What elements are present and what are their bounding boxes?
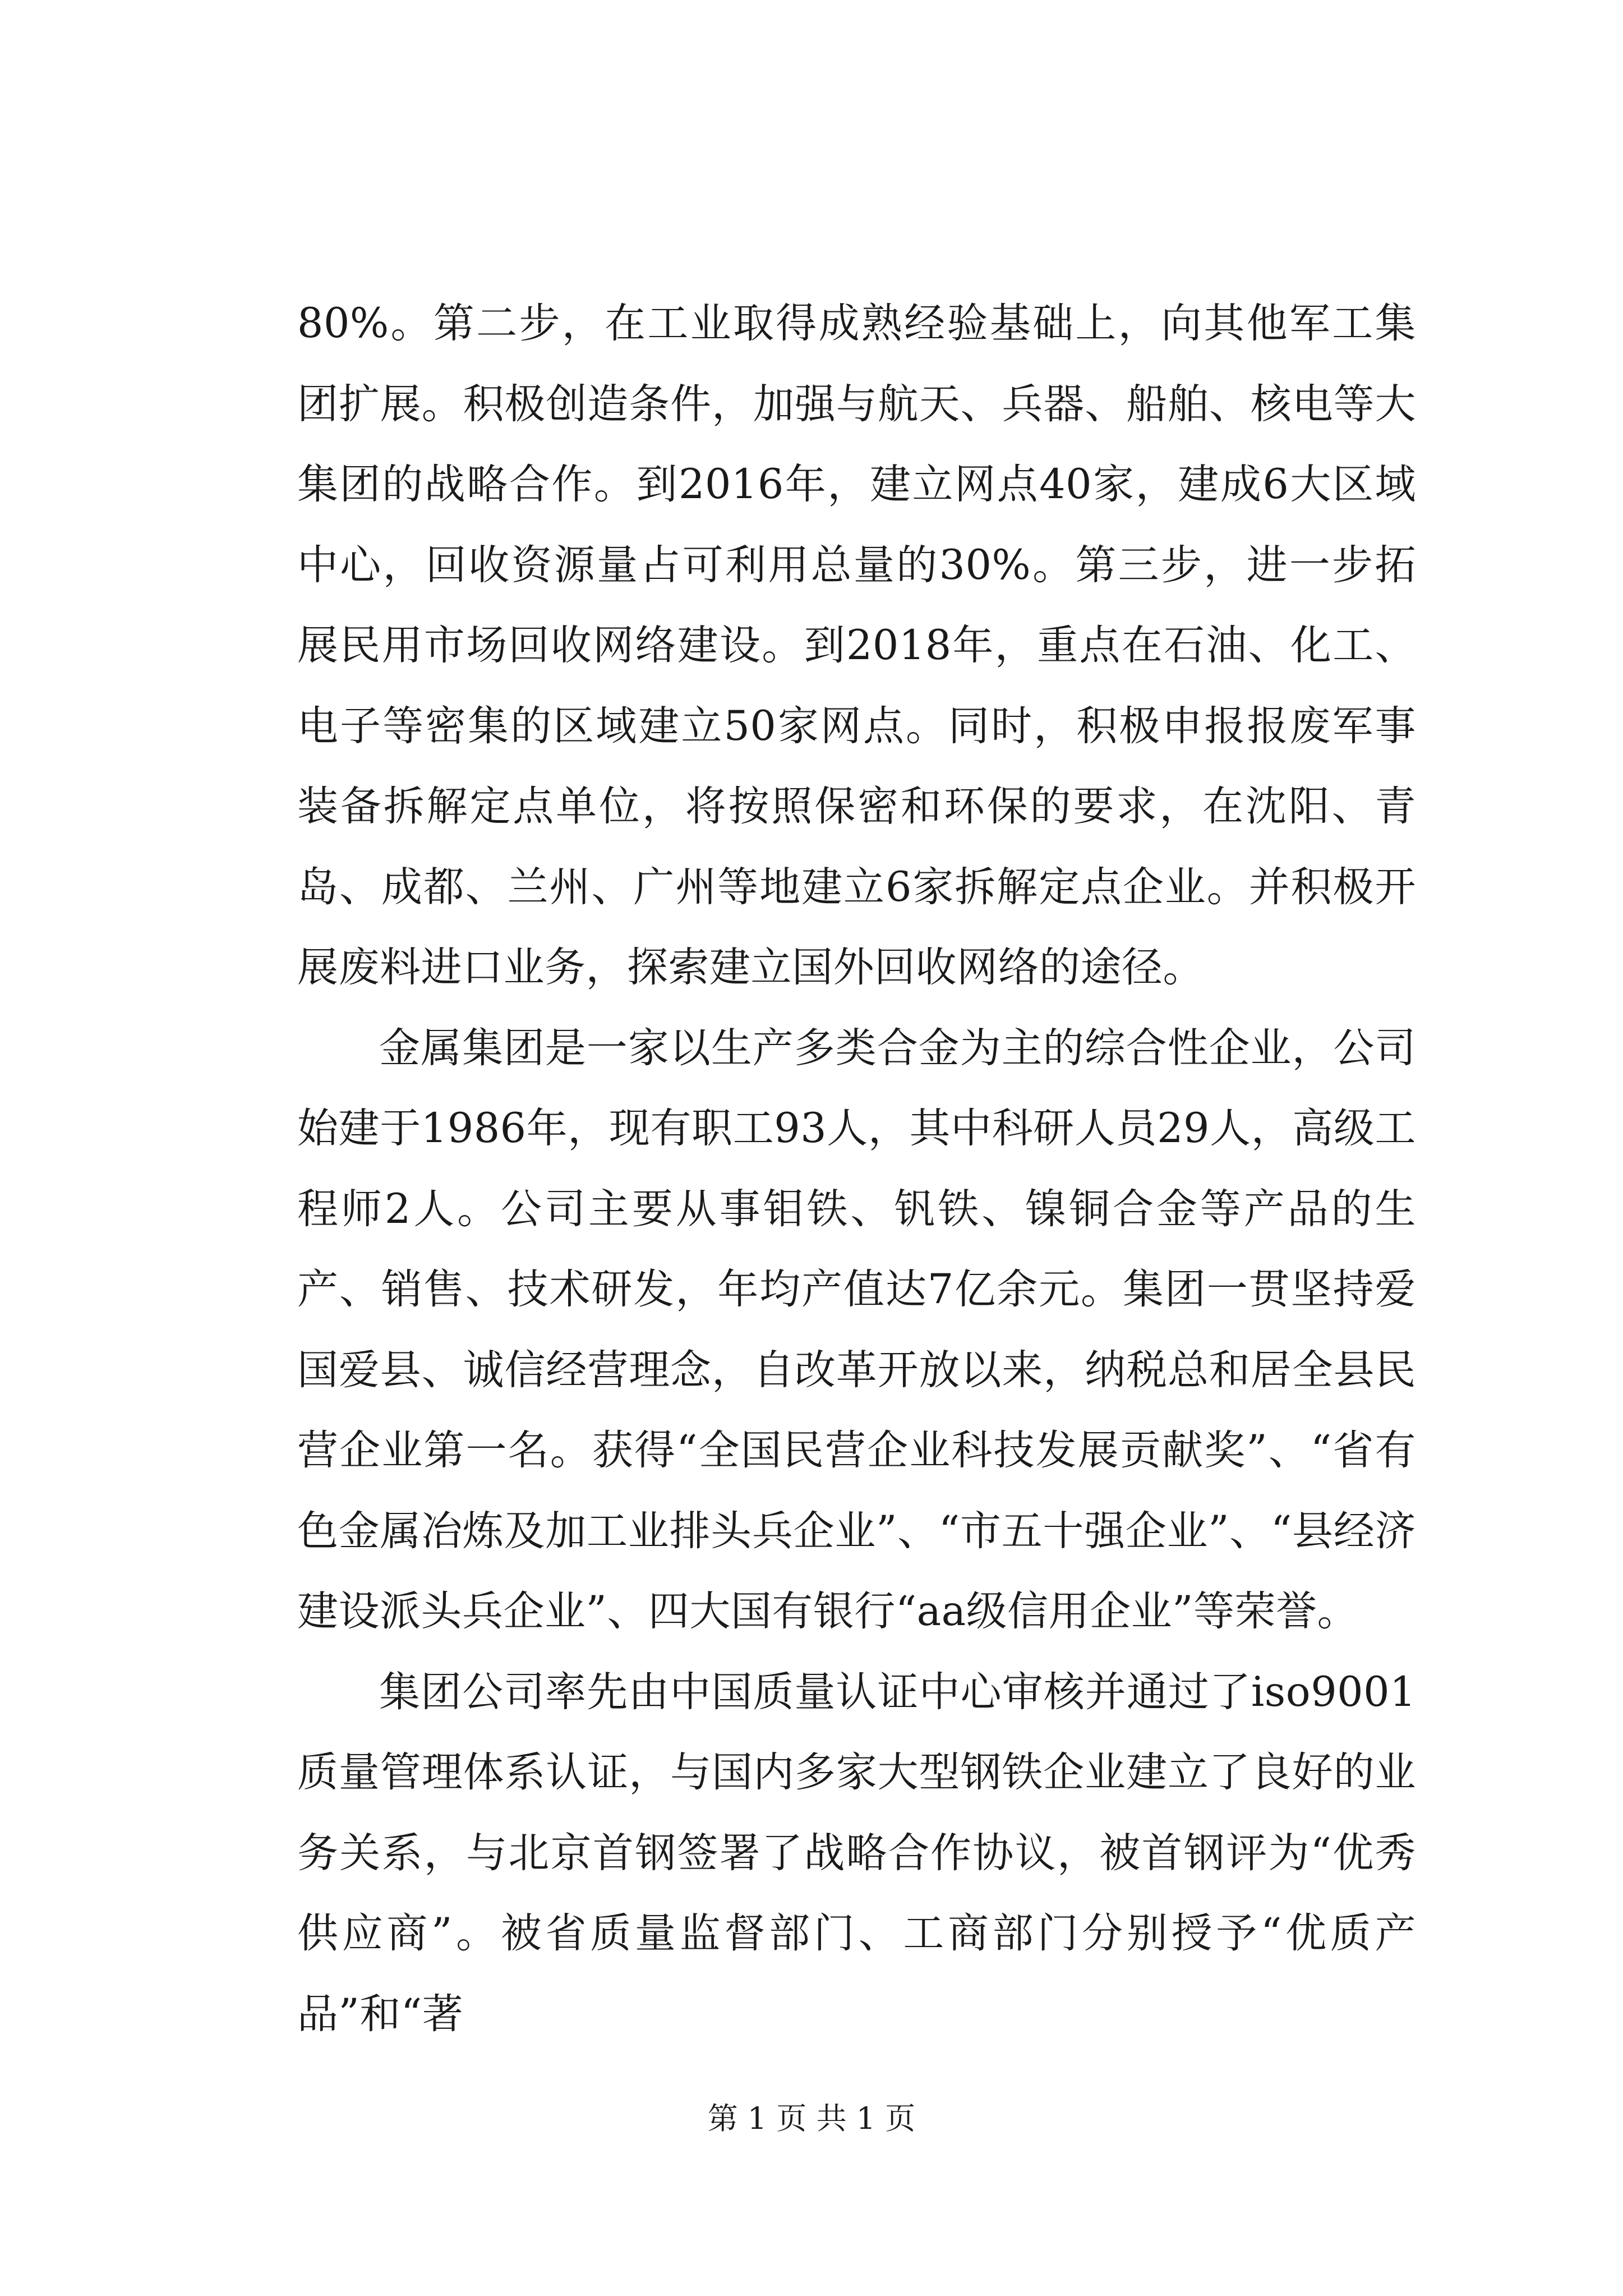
paragraph-3: 集团公司率先由中国质量认证中心审核并通过了iso9001质量管理体系认证，与国内多家大型钢铁企业建立了良好的业务关系，与北京首钢签署了战略合作协议，被首钢评为“优秀供应商”。被省质量监督部门、工商部门分别授予“优质产品”和“著 — [297, 1668, 1416, 2038]
paragraph-2: 金属集团是一家以生产多类合金为主的综合性企业，公司始建于1986年，现有职工93人，其中科研人员29人，高级工程师2人。公司主要从事钼铁、钒铁、镍铜合金等产品的生产、销售、技术研发，年均产值达7亿余元。集团一贯坚持爱国爱县、诚信经营理念，自改革开放以来，纳税总和居全县民营企业第一名。获得“全国民营企业科技发展贡献奖”、“省有色金属冶炼及加工业排头兵企业”、“市五十强企业”、“县经济建设派头兵企业”、四大国有银行“aa级信用企业”等荣誉。 — [297, 1024, 1416, 1635]
paragraph-1: 80%。第二步，在工业取得成熟经验基础上，向其他军工集团扩展。积极创造条件，加强与航天、兵器、船舶、核电等大集团的战略合作。到2016年，建立网点40家，建成6大区域中心，回收资源量占可利用总量的30%。第三步，进一步拓展民用市场回收网络建设。到2018年，重点在石油、化工、电子等密集的区域建立50家网点。同时，积极申报报废军事装备拆解定点单位，将按照保密和环保的要求，在沈阳、青岛、成都、兰州、广州等地建立6家拆解定点企业。并积极开展废料进口业务，探索建立国外回收网络的途径。 — [297, 300, 1416, 991]
page-footer: 第 1 页 共 1 页 — [707, 2101, 916, 2136]
document-body — [297, 283, 1416, 2054]
